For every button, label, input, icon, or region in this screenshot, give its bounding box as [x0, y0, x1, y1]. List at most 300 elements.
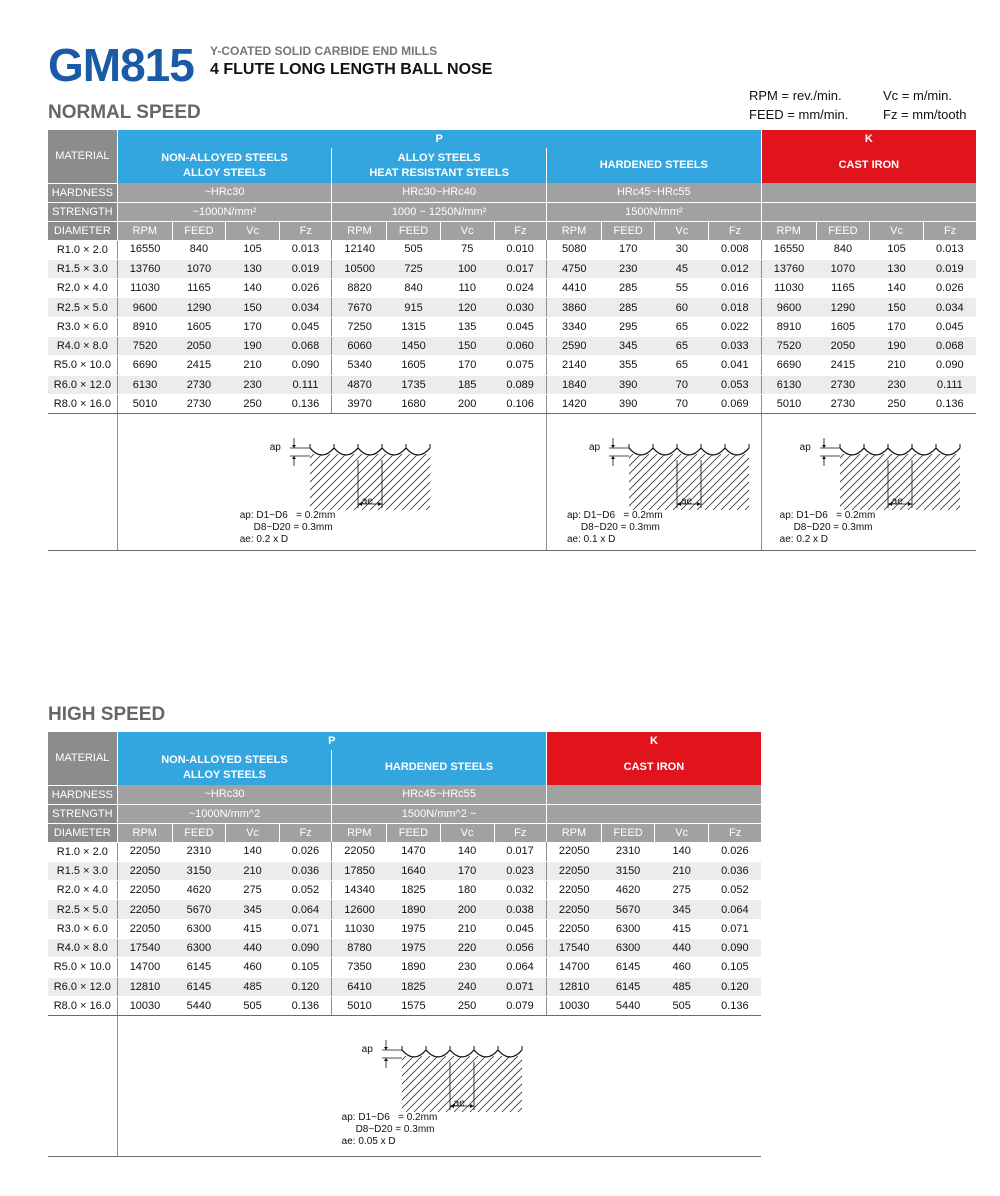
value-cell: 1890	[387, 900, 440, 919]
ap-label: ap	[269, 442, 281, 454]
value-cell: 0.071	[280, 919, 332, 938]
value-cell: 12810	[117, 977, 172, 996]
value-cell: 140	[225, 842, 279, 861]
value-cell: 22050	[117, 881, 172, 900]
value-cell: 5440	[172, 996, 225, 1015]
material-label: MATERIAL	[48, 130, 117, 183]
diameter-cell: R6.0 × 12.0	[48, 977, 117, 996]
table-row	[48, 259, 976, 278]
value-cell: 250	[226, 394, 280, 413]
value-cell: 0.041	[709, 356, 761, 375]
value-cell: 7250	[332, 317, 387, 336]
value-cell: 105	[226, 240, 280, 259]
value-cell: 12810	[546, 977, 601, 996]
value-cell: 0.136	[924, 394, 976, 413]
table-row	[48, 336, 976, 355]
value-cell: 5010	[117, 394, 172, 413]
value-cell: 17850	[332, 861, 387, 880]
value-cell: 150	[440, 336, 494, 355]
diameter-cell: R4.0 × 8.0	[48, 938, 117, 957]
diameter-cell: R2.0 × 4.0	[48, 881, 117, 900]
value-cell: 22050	[546, 900, 601, 919]
column-header-fz: Fz	[709, 823, 761, 842]
value-cell: 220	[440, 938, 494, 957]
column-header-feed: FEED	[172, 221, 225, 240]
value-cell: 0.111	[924, 375, 976, 394]
value-cell: 0.111	[280, 375, 332, 394]
value-cell: 0.045	[924, 317, 976, 336]
value-cell: 65	[655, 317, 709, 336]
value-cell: 1840	[546, 375, 601, 394]
group-k-header: K	[546, 732, 761, 750]
value-cell: 4750	[546, 259, 601, 278]
material-name-line: HARDENED STEELS	[599, 159, 708, 171]
value-cell: 170	[226, 317, 280, 336]
value-cell: 1470	[387, 842, 440, 861]
value-cell: 230	[869, 375, 923, 394]
value-cell: 16550	[761, 240, 816, 259]
material-name-line: HARDENED STEELS	[384, 761, 494, 773]
value-cell: 6145	[602, 977, 655, 996]
diameter-cell: R4.0 × 8.0	[48, 336, 117, 355]
value-cell: 13760	[117, 259, 172, 278]
table-row	[48, 375, 976, 394]
value-cell: 0.090	[280, 356, 332, 375]
value-cell: 0.023	[494, 861, 546, 880]
diameter-label: DIAMETER	[48, 221, 117, 240]
product-subtitle: Y-COATED SOLID CARBIDE END MILLS	[210, 44, 438, 58]
cutting-notes: ap: D1~D6 = 0.2mm D8~D20 = 0.3mm ae: 0.05 x D	[341, 1112, 438, 1148]
value-cell: 0.052	[280, 881, 332, 900]
value-cell: 1605	[387, 356, 440, 375]
value-cell: 5440	[602, 996, 655, 1015]
value-cell: 6690	[117, 356, 172, 375]
value-cell: 185	[440, 375, 494, 394]
value-cell: 505	[225, 996, 279, 1015]
ap-label: ap	[361, 1044, 373, 1056]
material-name-line: ALLOY STEELS	[182, 768, 266, 781]
value-cell: 0.053	[709, 375, 761, 394]
value-cell: 1070	[816, 259, 869, 278]
value-cell: 1975	[387, 938, 440, 957]
value-cell: 0.019	[924, 259, 976, 278]
table-row	[48, 240, 976, 259]
value-cell: 5080	[546, 240, 601, 259]
column-header-fz: Fz	[494, 823, 546, 842]
value-cell: 725	[387, 259, 440, 278]
value-cell: 0.079	[494, 996, 546, 1015]
value-cell: 2590	[546, 336, 601, 355]
value-cell: 6145	[172, 977, 225, 996]
value-cell: 22050	[546, 919, 601, 938]
value-cell: 150	[869, 298, 923, 317]
cutting-notes: ap: D1~D6 = 0.2mm D8~D20 = 0.3mm ae: 0.2 x D	[239, 510, 336, 546]
value-cell: 210	[225, 861, 279, 880]
strength-value: 1000 ~ 1250N/mm²	[332, 202, 547, 221]
value-cell: 915	[387, 298, 440, 317]
diameter-cell: R5.0 × 10.0	[48, 958, 117, 977]
value-cell: 1575	[387, 996, 440, 1015]
value-cell: 840	[387, 279, 440, 298]
diameter-cell: R8.0 × 16.0	[48, 394, 117, 413]
hardness-label: HARDNESS	[48, 183, 117, 202]
unit-legend-right	[883, 86, 966, 124]
value-cell: 3340	[546, 317, 601, 336]
value-cell: 3860	[546, 298, 601, 317]
value-cell: 130	[226, 259, 280, 278]
value-cell: 22050	[546, 861, 601, 880]
value-cell: 1450	[387, 336, 440, 355]
legend-fz: Fz = mm/tooth	[883, 107, 967, 122]
value-cell: 10030	[546, 996, 601, 1015]
value-cell: 0.089	[494, 375, 546, 394]
value-cell: 0.036	[709, 861, 761, 880]
value-cell: 5670	[602, 900, 655, 919]
value-cell: 2310	[172, 842, 225, 861]
strength-label: STRENGTH	[48, 202, 117, 221]
value-cell: 9600	[117, 298, 172, 317]
value-cell: 75	[440, 240, 494, 259]
value-cell: 6300	[602, 938, 655, 957]
value-cell: 0.069	[709, 394, 761, 413]
value-cell: 65	[655, 336, 709, 355]
material-name	[332, 750, 547, 785]
material-name-line: NON-ALLOYED STEELS	[161, 753, 288, 766]
value-cell: 285	[602, 279, 655, 298]
column-header-rpm: RPM	[332, 221, 387, 240]
value-cell: 0.090	[709, 938, 761, 957]
value-cell: 0.120	[709, 977, 761, 996]
column-header-feed: FEED	[602, 221, 655, 240]
value-cell: 22050	[546, 842, 601, 861]
table-row	[48, 842, 761, 861]
value-cell: 110	[440, 279, 494, 298]
column-header-rpm: RPM	[117, 823, 172, 842]
cutting-notes: ap: D1~D6 = 0.2mm D8~D20 = 0.3mm ae: 0.1 x D	[566, 510, 663, 546]
value-cell: 0.060	[494, 336, 546, 355]
value-cell: 0.013	[924, 240, 976, 259]
value-cell: 840	[172, 240, 225, 259]
value-cell: 415	[655, 919, 709, 938]
value-cell: 6130	[761, 375, 816, 394]
value-cell: 70	[655, 375, 709, 394]
legend-rpm: RPM = rev./min.	[749, 88, 842, 103]
column-header-fz: Fz	[924, 221, 976, 240]
value-cell: 65	[655, 356, 709, 375]
value-cell: 2415	[816, 356, 869, 375]
value-cell: 22050	[117, 861, 172, 880]
value-cell: 22050	[332, 842, 387, 861]
value-cell: 9600	[761, 298, 816, 317]
value-cell: 440	[225, 938, 279, 957]
value-cell: 6145	[172, 958, 225, 977]
value-cell: 345	[655, 900, 709, 919]
value-cell: 0.071	[709, 919, 761, 938]
hardness-value	[761, 183, 976, 202]
value-cell: 1290	[816, 298, 869, 317]
hardness-value: HRc45~HRc55	[546, 183, 761, 202]
value-cell: 2730	[816, 394, 869, 413]
material-name	[761, 148, 976, 183]
value-cell: 200	[440, 900, 494, 919]
value-cell: 7350	[332, 958, 387, 977]
material-name-line: HEAT RESISTANT STEELS	[369, 166, 509, 179]
value-cell: 6060	[332, 336, 387, 355]
value-cell: 22050	[117, 842, 172, 861]
value-cell: 250	[440, 996, 494, 1015]
column-header-fz: Fz	[280, 823, 332, 842]
value-cell: 0.136	[280, 996, 332, 1015]
column-header-fz: Fz	[494, 221, 546, 240]
value-cell: 0.105	[280, 958, 332, 977]
normal-speed-title: NORMAL SPEED	[48, 102, 201, 123]
diameter-cell: R6.0 × 12.0	[48, 375, 117, 394]
value-cell: 190	[869, 336, 923, 355]
value-cell: 2730	[172, 375, 225, 394]
value-cell: 230	[440, 958, 494, 977]
value-cell: 1165	[172, 279, 225, 298]
value-cell: 0.090	[924, 356, 976, 375]
value-cell: 170	[602, 240, 655, 259]
cutting-diagram	[547, 414, 761, 550]
value-cell: 0.030	[494, 298, 546, 317]
hardness-label: HARDNESS	[48, 785, 117, 804]
value-cell: 505	[655, 996, 709, 1015]
value-cell: 485	[225, 977, 279, 996]
value-cell: 1680	[387, 394, 440, 413]
value-cell: 3150	[602, 861, 655, 880]
high-speed-table	[48, 732, 761, 1157]
value-cell: 1070	[172, 259, 225, 278]
column-header-feed: FEED	[387, 221, 440, 240]
value-cell: 0.120	[280, 977, 332, 996]
value-cell: 12140	[332, 240, 387, 259]
value-cell: 4870	[332, 375, 387, 394]
value-cell: 10500	[332, 259, 387, 278]
strength-value	[761, 202, 976, 221]
value-cell: 180	[440, 881, 494, 900]
value-cell: 0.064	[280, 900, 332, 919]
value-cell: 0.056	[494, 938, 546, 957]
table-row	[48, 996, 761, 1015]
ae-label: ae	[680, 496, 693, 508]
value-cell: 1735	[387, 375, 440, 394]
column-header-rpm: RPM	[546, 823, 601, 842]
cutting-notes: ap: D1~D6 = 0.2mm D8~D20 = 0.3mm ae: 0.2 x D	[779, 510, 876, 546]
value-cell: 0.038	[494, 900, 546, 919]
value-cell: 14700	[117, 958, 172, 977]
diameter-label: DIAMETER	[48, 823, 117, 842]
value-cell: 0.013	[280, 240, 332, 259]
value-cell: 6300	[172, 938, 225, 957]
value-cell: 345	[602, 336, 655, 355]
value-cell: 275	[655, 881, 709, 900]
ap-label: ap	[588, 442, 601, 454]
hardness-value	[546, 785, 761, 804]
cutting-diagram-cell	[761, 414, 976, 551]
value-cell: 0.012	[709, 259, 761, 278]
value-cell: 1890	[387, 958, 440, 977]
value-cell: 3150	[172, 861, 225, 880]
value-cell: 1290	[172, 298, 225, 317]
value-cell: 0.017	[494, 259, 546, 278]
value-cell: 150	[226, 298, 280, 317]
value-cell: 1420	[546, 394, 601, 413]
column-header-vc: Vc	[655, 221, 709, 240]
value-cell: 60	[655, 298, 709, 317]
column-header-fz: Fz	[280, 221, 332, 240]
diameter-cell: R1.5 × 3.0	[48, 259, 117, 278]
table-row	[48, 958, 761, 977]
value-cell: 6410	[332, 977, 387, 996]
diameter-cell: R2.5 × 5.0	[48, 298, 117, 317]
column-header-feed: FEED	[816, 221, 869, 240]
value-cell: 0.045	[494, 919, 546, 938]
value-cell: 0.008	[709, 240, 761, 259]
value-cell: 12600	[332, 900, 387, 919]
value-cell: 6300	[602, 919, 655, 938]
column-header-vc: Vc	[440, 221, 494, 240]
model-title: GM815	[48, 39, 194, 91]
value-cell: 0.026	[709, 842, 761, 861]
value-cell: 2050	[172, 336, 225, 355]
table-row	[48, 900, 761, 919]
value-cell: 190	[226, 336, 280, 355]
value-cell: 8780	[332, 938, 387, 957]
value-cell: 2415	[172, 356, 225, 375]
table-row	[48, 881, 761, 900]
value-cell: 0.034	[924, 298, 976, 317]
value-cell: 210	[440, 919, 494, 938]
value-cell: 120	[440, 298, 494, 317]
value-cell: 0.017	[494, 842, 546, 861]
material-name-line: CAST IRON	[838, 159, 900, 171]
value-cell: 105	[869, 240, 923, 259]
value-cell: 135	[440, 317, 494, 336]
value-cell: 0.090	[280, 938, 332, 957]
value-cell: 1605	[172, 317, 225, 336]
value-cell: 0.106	[494, 394, 546, 413]
column-header-rpm: RPM	[117, 221, 172, 240]
value-cell: 485	[655, 977, 709, 996]
value-cell: 0.033	[709, 336, 761, 355]
value-cell: 6130	[117, 375, 172, 394]
column-header-vc: Vc	[869, 221, 923, 240]
diagram-spacer	[48, 1016, 117, 1157]
value-cell: 0.068	[280, 336, 332, 355]
value-cell: 55	[655, 279, 709, 298]
value-cell: 13760	[761, 259, 816, 278]
table-row	[48, 919, 761, 938]
value-cell: 3970	[332, 394, 387, 413]
value-cell: 0.022	[709, 317, 761, 336]
value-cell: 8910	[117, 317, 172, 336]
value-cell: 0.034	[280, 298, 332, 317]
material-name-line: ALLOY STEELS	[183, 166, 266, 179]
value-cell: 0.016	[709, 279, 761, 298]
group-k-header: K	[761, 130, 976, 148]
diagram-spacer	[48, 414, 117, 551]
value-cell: 415	[225, 919, 279, 938]
value-cell: 460	[225, 958, 279, 977]
value-cell: 240	[440, 977, 494, 996]
diameter-cell: R2.0 × 4.0	[48, 279, 117, 298]
hardness-value: HRc45~HRc55	[332, 785, 547, 804]
legend-vc: Vc = m/min.	[883, 88, 952, 103]
value-cell: 11030	[332, 919, 387, 938]
value-cell: 0.136	[280, 394, 332, 413]
column-header-fz: Fz	[709, 221, 761, 240]
value-cell: 17540	[546, 938, 601, 957]
value-cell: 10030	[117, 996, 172, 1015]
cutting-diagram-cell	[117, 414, 546, 551]
hardness-value: HRc30~HRc40	[332, 183, 547, 202]
value-cell: 16550	[117, 240, 172, 259]
value-cell: 0.019	[280, 259, 332, 278]
value-cell: 140	[655, 842, 709, 861]
value-cell: 0.075	[494, 356, 546, 375]
value-cell: 250	[869, 394, 923, 413]
cutting-diagram-cell	[117, 1016, 761, 1157]
value-cell: 0.105	[709, 958, 761, 977]
value-cell: 0.052	[709, 881, 761, 900]
column-header-vc: Vc	[225, 823, 279, 842]
value-cell: 0.045	[494, 317, 546, 336]
table-row	[48, 298, 976, 317]
product-title: 4 FLUTE LONG LENGTH BALL NOSE	[210, 61, 493, 78]
material-name	[117, 750, 332, 785]
diameter-cell: R8.0 × 16.0	[48, 996, 117, 1015]
diameter-cell: R2.5 × 5.0	[48, 900, 117, 919]
diameter-cell: R5.0 × 10.0	[48, 356, 117, 375]
column-header-vc: Vc	[655, 823, 709, 842]
value-cell: 170	[440, 356, 494, 375]
value-cell: 210	[655, 861, 709, 880]
value-cell: 130	[869, 259, 923, 278]
material-name-line: NON-ALLOYED STEELS	[161, 151, 288, 164]
ae-label: ae	[891, 496, 903, 508]
value-cell: 0.071	[494, 977, 546, 996]
value-cell: 2140	[546, 356, 601, 375]
cutting-diagram-cell	[546, 414, 761, 551]
material-name	[546, 148, 761, 183]
value-cell: 2310	[602, 842, 655, 861]
value-cell: 30	[655, 240, 709, 259]
value-cell: 22050	[117, 919, 172, 938]
value-cell: 14700	[546, 958, 601, 977]
strength-label: STRENGTH	[48, 804, 117, 823]
value-cell: 0.026	[280, 279, 332, 298]
value-cell: 390	[602, 375, 655, 394]
value-cell: 2730	[172, 394, 225, 413]
value-cell: 2050	[816, 336, 869, 355]
column-header-feed: FEED	[602, 823, 655, 842]
value-cell: 440	[655, 938, 709, 957]
table-row	[48, 394, 976, 413]
value-cell: 1825	[387, 881, 440, 900]
table-row	[48, 279, 976, 298]
value-cell: 5010	[761, 394, 816, 413]
strength-value: ~1000N/mm^2	[117, 804, 332, 823]
value-cell: 0.064	[709, 900, 761, 919]
value-cell: 1315	[387, 317, 440, 336]
value-cell: 4410	[546, 279, 601, 298]
value-cell: 1825	[387, 977, 440, 996]
material-name	[546, 750, 761, 785]
value-cell: 70	[655, 394, 709, 413]
material-name	[332, 148, 547, 183]
value-cell: 0.010	[494, 240, 546, 259]
